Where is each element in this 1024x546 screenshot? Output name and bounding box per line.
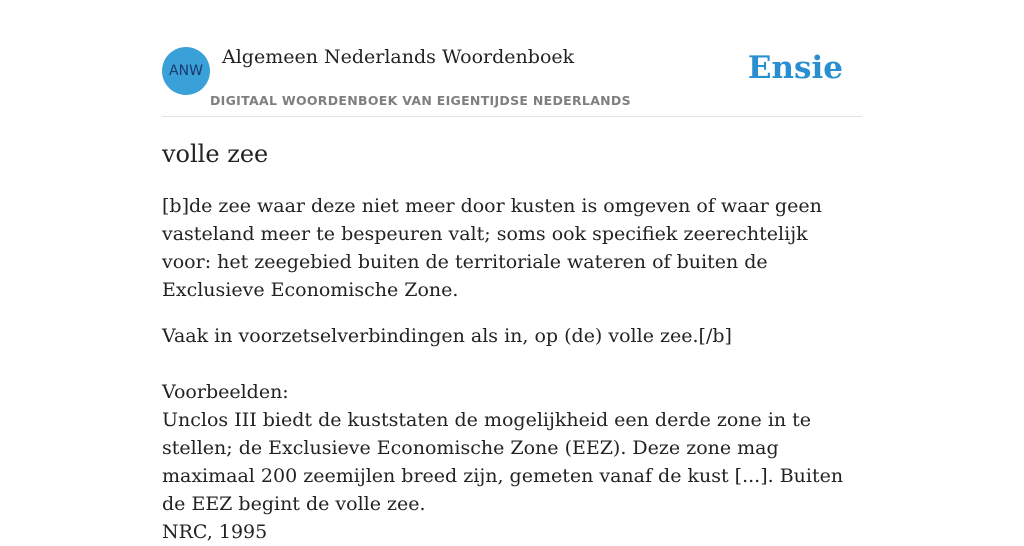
site-header: [162, 0, 862, 117]
ensie-logo[interactable]: Ensie: [747, 50, 843, 86]
examples-section: [162, 378, 862, 546]
example-text: Unclos III biedt de kuststaten de mogelijkheid een derde zone in te stellen; de Exclusieve Economische Zone (EEZ). Deze zone mag maximaal 200 zeemijlen breed zijn, gemeten vanaf de kust [...]. Buiten de EEZ begint de volle zee.: [162, 409, 844, 515]
examples-label: Voorbeelden:: [162, 381, 289, 403]
definition-text: [b]de zee waar deze niet meer door kusten is omgeven of waar geen vasteland meer te bespeuren valt; soms ook specifiek zeerechtelijk voor: het zeegebied buiten de territoriale wateren of buiten de Exclusieve Economische Zone.: [162, 195, 822, 301]
example-source: NRC, 1995: [162, 521, 268, 543]
entry-content: [162, 138, 862, 546]
page-title: volle zee: [162, 140, 269, 168]
site-title[interactable]: Algemeen Nederlands Woordenboek: [222, 46, 575, 68]
usage-text: Vaak in voorzetselverbindingen als in, op (de) volle zee.[/b]: [162, 325, 732, 347]
site-subtitle: DIGITAAL WOORDENBOEK VAN EIGENTIJDSE NEDERLANDS: [210, 93, 631, 108]
anw-logo[interactable]: ANW: [162, 47, 210, 95]
